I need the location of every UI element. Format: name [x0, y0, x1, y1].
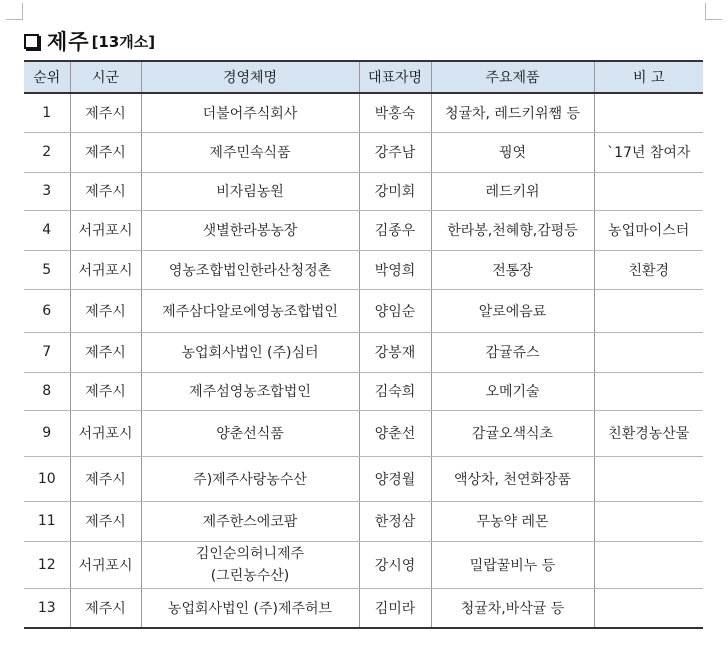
rank-cell: 13 [24, 588, 70, 628]
city-cell: 제주시 [70, 501, 141, 541]
city-cell: 제주시 [70, 93, 141, 132]
representative-cell: 양경월 [359, 456, 431, 501]
business-name-cell: 주)제주사랑농수산 [141, 456, 359, 501]
table-row [24, 372, 703, 410]
business-name-cell: 제주섬영농조합법인 [141, 372, 359, 410]
representative-cell: 김숙희 [359, 372, 431, 410]
business-name-cell: 농업회사법인 (주)제주허브 [141, 588, 359, 628]
column-header-note: 비 고 [594, 61, 703, 93]
rank-cell: 12 [24, 541, 70, 588]
representative-cell: 강주남 [359, 132, 431, 172]
note-cell [594, 501, 703, 541]
city-cell: 서귀포시 [70, 410, 141, 456]
main-product-cell: 오메기술 [431, 372, 594, 410]
rank-cell: 2 [24, 132, 70, 172]
business-name-cell: 제주한스에코팜 [141, 501, 359, 541]
business-name-cell: 제주삼다알로에영농조합법인 [141, 289, 359, 332]
rank-cell: 6 [24, 289, 70, 332]
column-header-business-name: 경영체명 [141, 61, 359, 93]
city-cell: 제주시 [70, 332, 141, 372]
main-product-cell: 청귤차, 레드키위쨈 등 [431, 93, 594, 132]
city-cell: 제주시 [70, 172, 141, 210]
city-cell: 서귀포시 [70, 250, 141, 289]
business-name-cell: 김인순의허니제주 (그린농수산) [141, 541, 359, 588]
rank-cell: 11 [24, 501, 70, 541]
representative-cell: 박영희 [359, 250, 431, 289]
rank-cell: 7 [24, 332, 70, 372]
note-cell: 농업마이스터 [594, 210, 703, 250]
main-product-cell: 무농약 레몬 [431, 501, 594, 541]
rank-cell: 9 [24, 410, 70, 456]
main-product-cell: 레드키위 [431, 172, 594, 210]
note-cell: `17년 참여자 [594, 132, 703, 172]
table-row [24, 501, 703, 541]
table-row [24, 132, 703, 172]
note-cell [594, 289, 703, 332]
section-title: 제주 [47, 30, 90, 54]
business-table [24, 60, 703, 629]
note-cell [594, 93, 703, 132]
main-product-cell: 꿩엿 [431, 132, 594, 172]
business-name-cell: 샛별한라봉농장 [141, 210, 359, 250]
table-row [24, 456, 703, 501]
representative-cell: 강시영 [359, 541, 431, 588]
representative-cell: 양임순 [359, 289, 431, 332]
table-row [24, 172, 703, 210]
table-row [24, 210, 703, 250]
main-product-cell: 액상차, 천연화장품 [431, 456, 594, 501]
rank-cell: 8 [24, 372, 70, 410]
table-row [24, 410, 703, 456]
rank-cell: 3 [24, 172, 70, 210]
representative-cell: 강미회 [359, 172, 431, 210]
note-cell [594, 588, 703, 628]
main-product-cell: 감귤쥬스 [431, 332, 594, 372]
business-name-cell: 양춘선식품 [141, 410, 359, 456]
city-cell: 서귀포시 [70, 210, 141, 250]
table-row [24, 289, 703, 332]
section-count: [13개소] [91, 32, 156, 51]
business-name-cell: 영농조합법인한라산청정촌 [141, 250, 359, 289]
business-name-cell: 비자림농원 [141, 172, 359, 210]
note-cell [594, 332, 703, 372]
city-cell: 제주시 [70, 456, 141, 501]
rank-cell: 10 [24, 456, 70, 501]
table-header-row [24, 61, 703, 93]
main-product-cell: 한라봉,천혜향,감평등 [431, 210, 594, 250]
representative-cell: 김미라 [359, 588, 431, 628]
table-row [24, 93, 703, 132]
main-product-cell: 알로에음료 [431, 289, 594, 332]
table-row [24, 332, 703, 372]
main-product-cell: 밀랍꿀비누 등 [431, 541, 594, 588]
rank-cell: 5 [24, 250, 70, 289]
city-cell: 서귀포시 [70, 541, 141, 588]
page-corner-mark-left [6, 3, 23, 20]
main-product-cell: 감귤오색식초 [431, 410, 594, 456]
table-row [24, 541, 703, 588]
table-row [24, 588, 703, 628]
rank-cell: 4 [24, 210, 70, 250]
column-header-rank: 순위 [24, 61, 70, 93]
main-product-cell: 전통장 [431, 250, 594, 289]
business-name-cell: 더불어주식회사 [141, 93, 359, 132]
city-cell: 제주시 [70, 588, 141, 628]
note-cell: 친환경농산물 [594, 410, 703, 456]
city-cell: 제주시 [70, 372, 141, 410]
representative-cell: 박홍숙 [359, 93, 431, 132]
column-header-city: 시군 [70, 61, 141, 93]
note-cell [594, 172, 703, 210]
column-header-main-product: 주요제품 [431, 61, 594, 93]
page-corner-mark-right [705, 3, 722, 20]
note-cell [594, 541, 703, 588]
representative-cell: 양춘선 [359, 410, 431, 456]
checkbox-icon [24, 34, 39, 49]
business-name-cell: 제주민속식품 [141, 132, 359, 172]
main-product-cell: 청귤차,바삭귤 등 [431, 588, 594, 628]
representative-cell: 강봉재 [359, 332, 431, 372]
rank-cell: 1 [24, 93, 70, 132]
table-body [24, 93, 703, 628]
city-cell: 제주시 [70, 132, 141, 172]
note-cell: 친환경 [594, 250, 703, 289]
column-header-representative: 대표자명 [359, 61, 431, 93]
section-heading [24, 28, 155, 54]
business-name-cell: 농업회사법인 (주)심터 [141, 332, 359, 372]
note-cell [594, 456, 703, 501]
representative-cell: 김종우 [359, 210, 431, 250]
city-cell: 제주시 [70, 289, 141, 332]
representative-cell: 한정삼 [359, 501, 431, 541]
note-cell [594, 372, 703, 410]
table-row [24, 250, 703, 289]
